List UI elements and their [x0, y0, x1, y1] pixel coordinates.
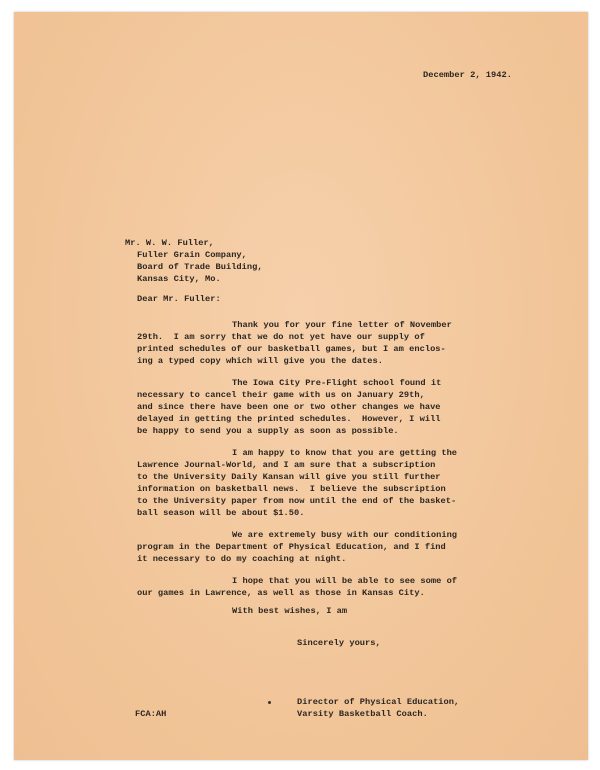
paragraph-line: 29th. I am sorry that we do not yet have our supply of — [137, 332, 425, 342]
paragraph-line: program in the Department of Physical Education, and I find — [137, 542, 446, 552]
paragraph-line: our games in Lawrence, as well as those in Kansas City. — [137, 588, 425, 598]
address-line: Fuller Grain Company, — [137, 250, 247, 260]
paragraph-line: With best wishes, I am — [232, 606, 348, 616]
typewriter-mark — [268, 701, 271, 704]
signature-title: Director of Physical Education, — [297, 697, 460, 707]
paragraph-line: delayed in getting the printed schedules. However, I will — [137, 414, 441, 424]
paragraph-line: Thank you for your fine letter of November — [232, 320, 452, 330]
paragraph-line: be happy to send you a supply as soon as possible. — [137, 426, 399, 436]
paragraph-line: We are extremely busy with our conditioning — [232, 530, 458, 540]
closing: Sincerely yours, — [297, 638, 381, 648]
paragraph-line: information on basketball news. I believe the subscription — [137, 484, 446, 494]
paragraph-line: and since there have been one or two other changes we have — [137, 402, 441, 412]
paragraph-line: I am happy to know that you are getting the — [232, 448, 458, 458]
address-line: Kansas City, Mo. — [137, 274, 221, 284]
paragraph-line: I hope that you will be able to see some of — [232, 576, 458, 586]
paragraph-line: The Iowa City Pre-Flight school found it — [232, 378, 442, 388]
paragraph-line: to the University Daily Kansan will give you still further — [137, 472, 441, 482]
paragraph-line: to the University paper from now until the end of the basket- — [137, 496, 457, 506]
address-line: Mr. W. W. Fuller, — [125, 238, 214, 248]
paragraph-line: ing a typed copy which will give you the dates. — [137, 356, 383, 366]
address-line: Board of Trade Building, — [137, 262, 263, 272]
paragraph-line: ball season will be about $1.50. — [137, 508, 305, 518]
salutation: Dear Mr. Fuller: — [137, 294, 221, 304]
paragraph-line: necessary to cancel their game with us on January 29th, — [137, 390, 425, 400]
signature-title: Varsity Basketball Coach. — [297, 709, 428, 719]
typist-initials: FCA:AH — [135, 709, 167, 719]
paragraph-line: printed schedules of our basketball games, but I am enclos- — [137, 344, 446, 354]
paragraph-line: it necessary to do my coaching at night. — [137, 554, 347, 564]
letter-date: December 2, 1942. — [423, 70, 512, 80]
paragraph-line: Lawrence Journal-World, and I am sure that a subscription — [137, 460, 436, 470]
